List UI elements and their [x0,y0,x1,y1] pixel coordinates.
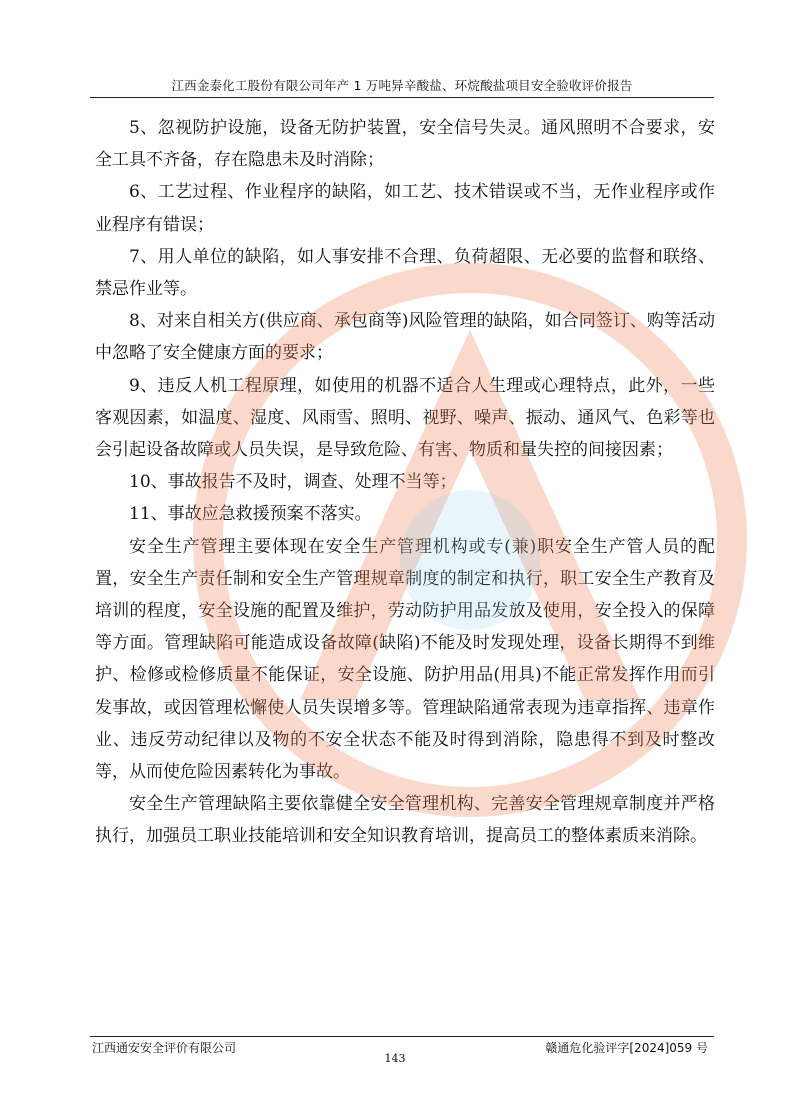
paragraph-management-overview: 安全生产管理主要体现在安全生产管理机构或专(兼)职安全生产管人员的配置，安全生产责任制和安全生产管理规章制度的制定和执行，职工安全生产教育及培训的程度，安全设施的配置及维护，劳动防护用品发放及使用，安全投入的保障等方面。管理缺陷可能造成设备故障(缺陷)不能及时发现处理，设备长期得不到维护、检修或检修质量不能保证，安全设施、防护用品(用具)不能正常发挥作用而引发事故，或因管理松懈使人员失误增多等。管理缺陷通常表现为违章指挥、违章作业、违反劳动纪律以及物的不安全状态不能及时得到消除，隐患得不到及时整改等，从而使危险因素转化为事故。 [95,536,715,783]
paragraph-item-11: 11、事故应急救援预案不落实。 [129,504,372,525]
footer-company-name: 江西通安安全评价有限公司 [92,1041,237,1055]
document-body [95,112,715,853]
page-number: 143 [384,1052,406,1065]
footer-document-number: 赣通危化验评字[2024]059 号 [545,1041,708,1055]
paragraph-item-6: 6、工艺过程、作业程序的缺陷，如工艺、技术错误或不当，无作业程序或作业程序有错误； [95,182,715,235]
paragraph-item-5: 5、忽视防护设施，设备无防护装置，安全信号失灵。通风照明不合要求，安全工具不齐备，存在隐患未及时消除； [95,118,715,171]
paragraph-item-8: 8、对来自相关方(供应商、承包商等)风险管理的缺陷，如合同签订、购等活动中忽略了安全健康方面的要求； [95,311,715,364]
paragraph-management-remedy: 安全生产管理缺陷主要依靠健全安全管理机构、完善安全管理规章制度并严格执行，加强员工职业技能培训和安全知识教育培训，提高员工的整体素质来消除。 [95,794,715,847]
footer-divider [90,1036,714,1037]
page-header-title: 江西金泰化工股份有限公司年产 1 万吨异辛酸盐、环烷酸盐项目安全验收评价报告 [171,78,633,93]
paragraph-item-9: 9、违反人机工程原理，如使用的机器不适合人生理或心理特点，此外，一些客观因素，如温度、湿度、风雨雪、照明、视野、噪声、振动、通风气、色彩等也会引起设备故障或人员失误，是导致危险、有害、物质和量失控的间接因素； [95,375,715,461]
header-divider [90,97,714,98]
paragraph-item-7: 7、用人单位的缺陷，如人事安排不合理、负荷超限、无必要的监督和联络、禁忌作业等。 [95,246,715,300]
paragraph-item-10: 10、事故报告不及时，调查、处理不当等； [129,472,457,493]
